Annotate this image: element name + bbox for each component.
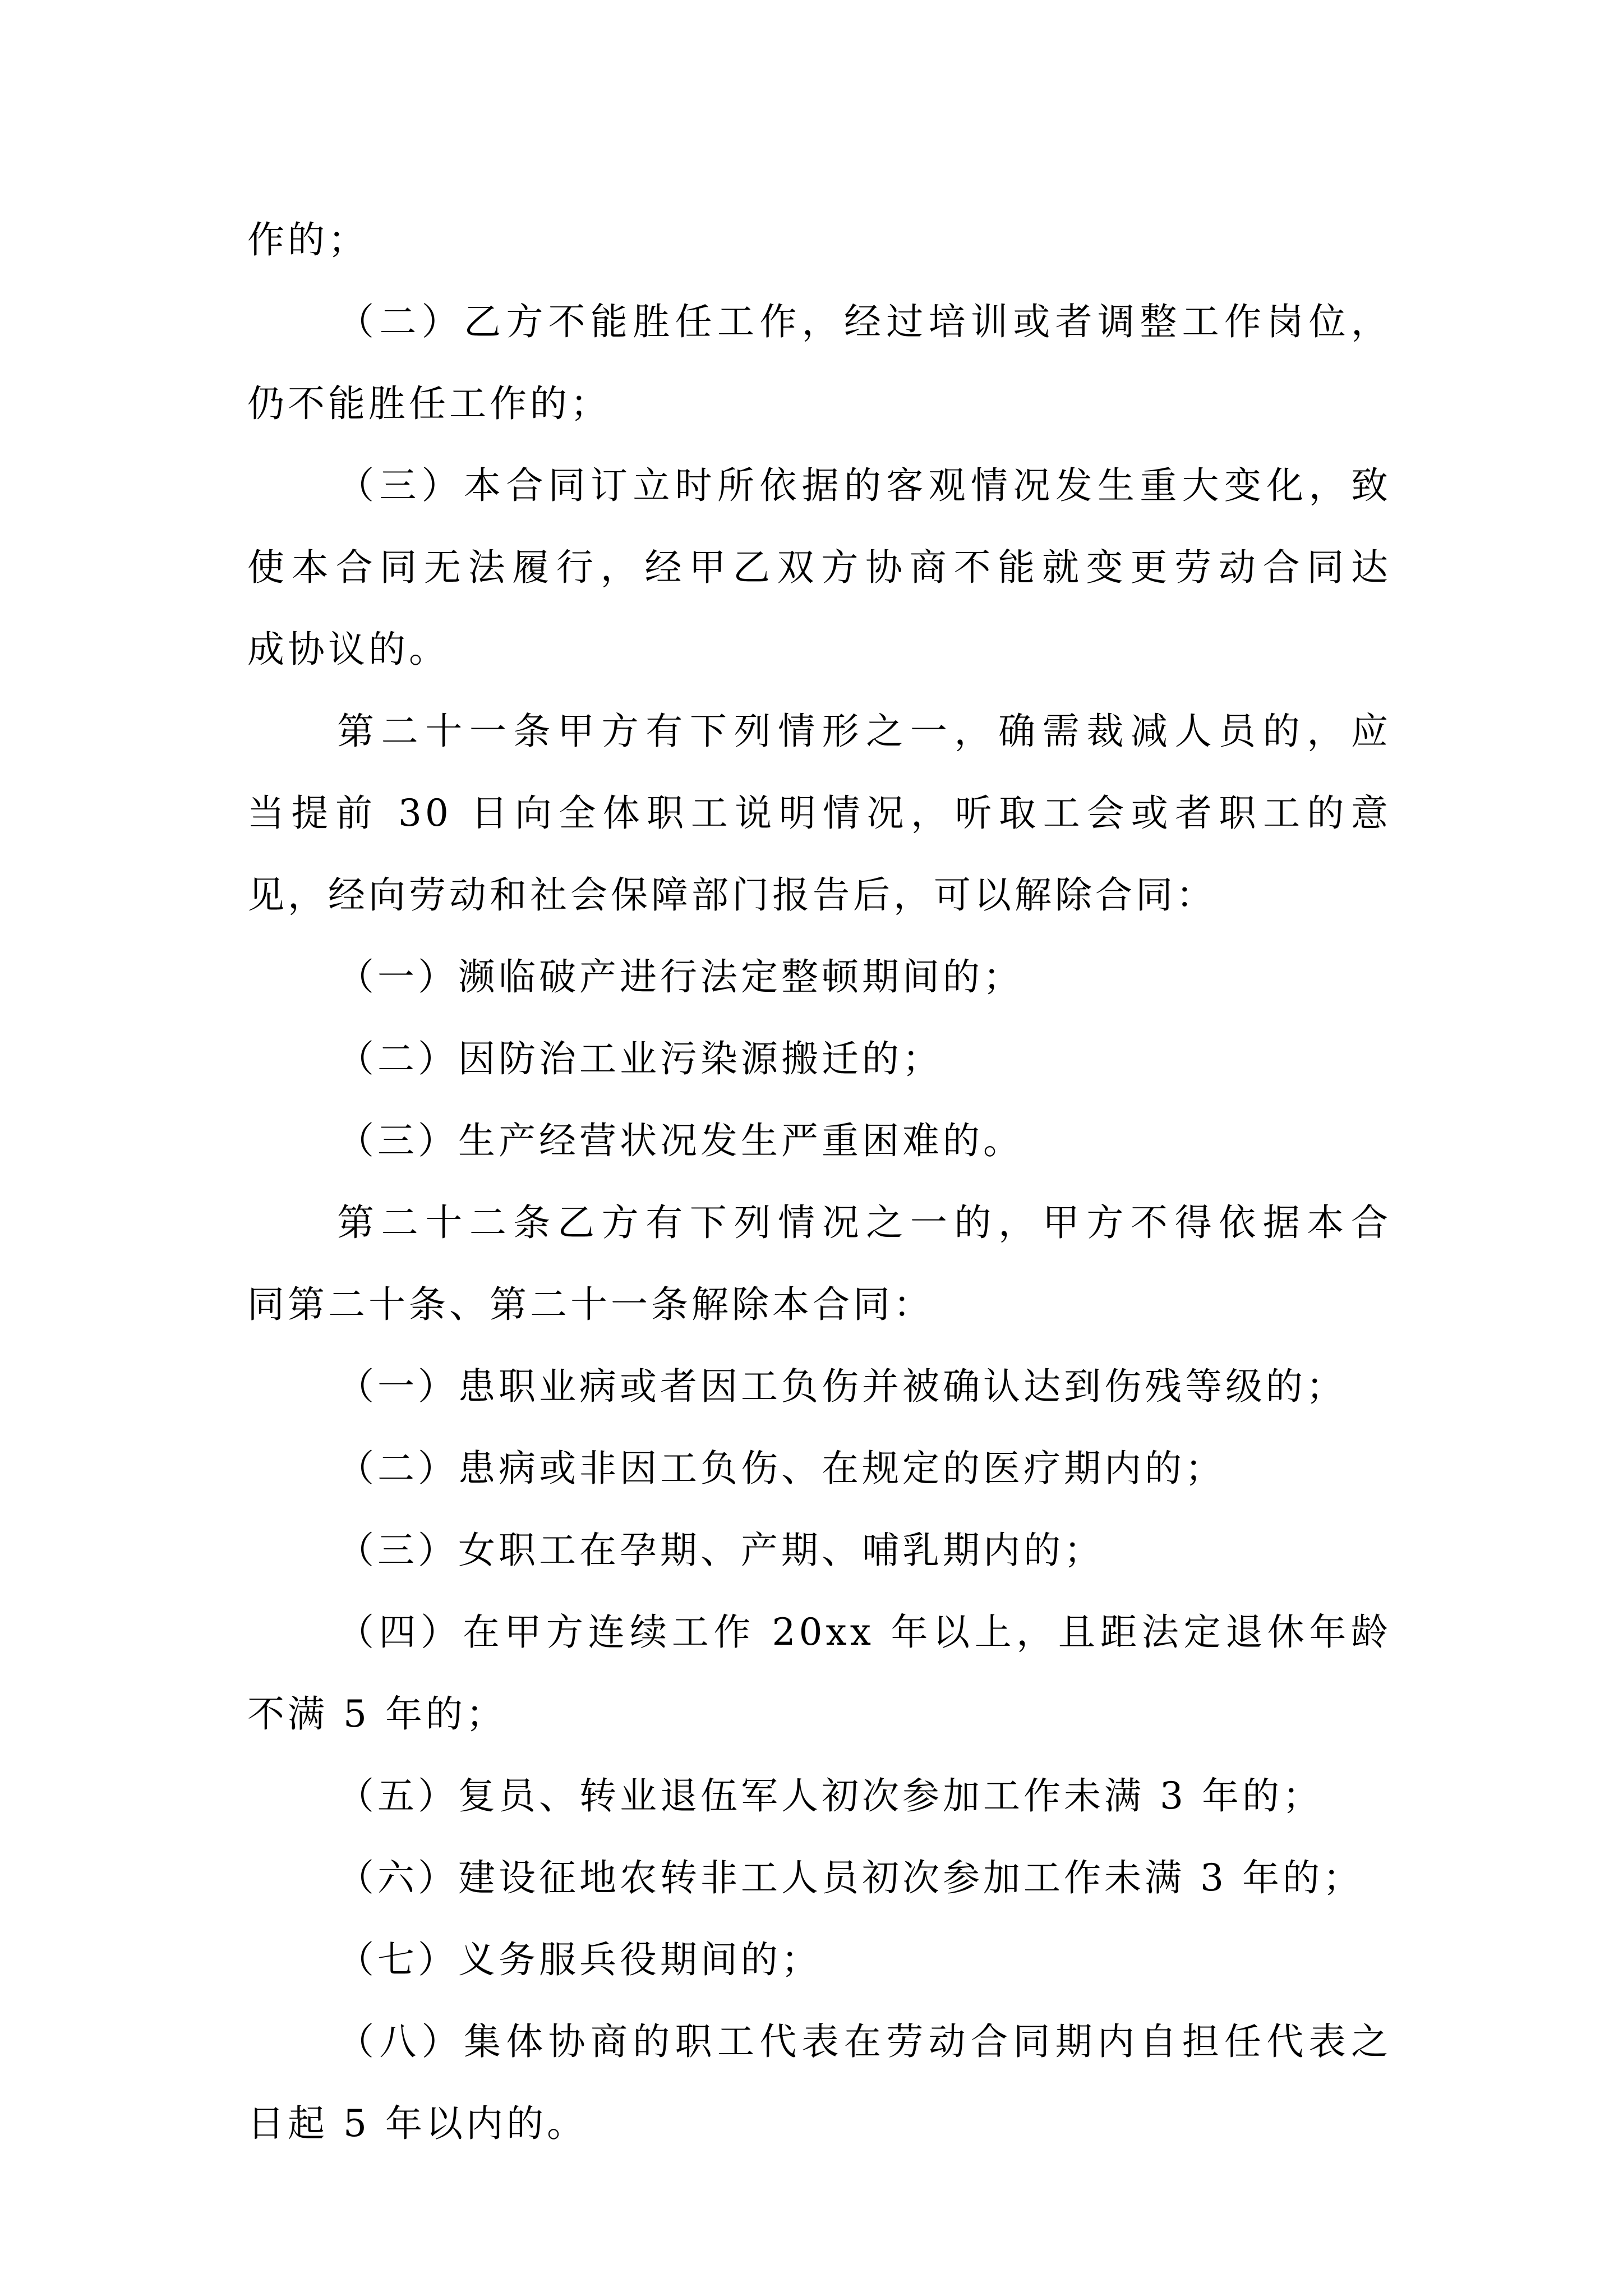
clause-item: （二）患病或非因工负伤、在规定的医疗期内的； [337,1447,1225,1490]
text-line: 作的； [247,218,368,261]
clause-item: （三）生产经营状况发生严重困难的。 [337,1119,1023,1162]
document-body [247,199,1391,2165]
text-line: 使本合同无法履行，经甲乙双方协商不能就变更劳动合同达 [247,546,1391,589]
clause-item: （七）义务服兵役期间的； [337,1938,822,1981]
clause-item: （八）集体协商的职工代表在劳动合同期内自担任代表之 [337,2020,1391,2063]
clause-item: （一）患职业病或者因工负伤并被确认达到伤残等级的； [337,1365,1347,1408]
text-line: 仍不能胜任工作的； [247,382,611,425]
text-line: 见，经向劳动和社会保障部门报告后，可以解除合同： [247,873,1216,917]
clause-item: （四）在甲方连续工作 20xx 年以上，且距法定退休年龄 [337,1611,1391,1654]
text-line: 成协议的。 [247,628,449,671]
article-heading: 第二十二条乙方有下列情况之一的，甲方不得依据本合 [337,1201,1391,1244]
clause-item: （一）濒临破产进行法定整顿期间的； [337,955,1023,999]
clause-item: （三）女职工在孕期、产期、哺乳期内的； [337,1529,1104,1572]
clause-item: （五）复员、转业退伍军人初次参加工作未满 3 年的； [337,1774,1323,1818]
clause-item: （二）乙方不能胜任工作，经过培训或者调整工作岗位， [337,300,1391,343]
text-line: 同第二十条、第二十一条解除本合同： [247,1283,934,1326]
article-heading: 第二十一条甲方有下列情形之一，确需裁减人员的，应 [337,710,1391,753]
clause-item: （六）建设征地农转非工人员初次参加工作未满 3 年的； [337,1856,1363,1899]
clause-item: （二）因防治工业污染源搬迁的； [337,1037,943,1080]
text-line: 不满 5 年的； [247,1692,506,1736]
clause-item: （三）本合同订立时所依据的客观情况发生重大变化，致 [337,464,1391,507]
text-line: 日起 5 年以内的。 [247,2102,587,2145]
text-line: 当提前 30 日向全体职工说明情况，听取工会或者职工的意 [247,792,1391,835]
